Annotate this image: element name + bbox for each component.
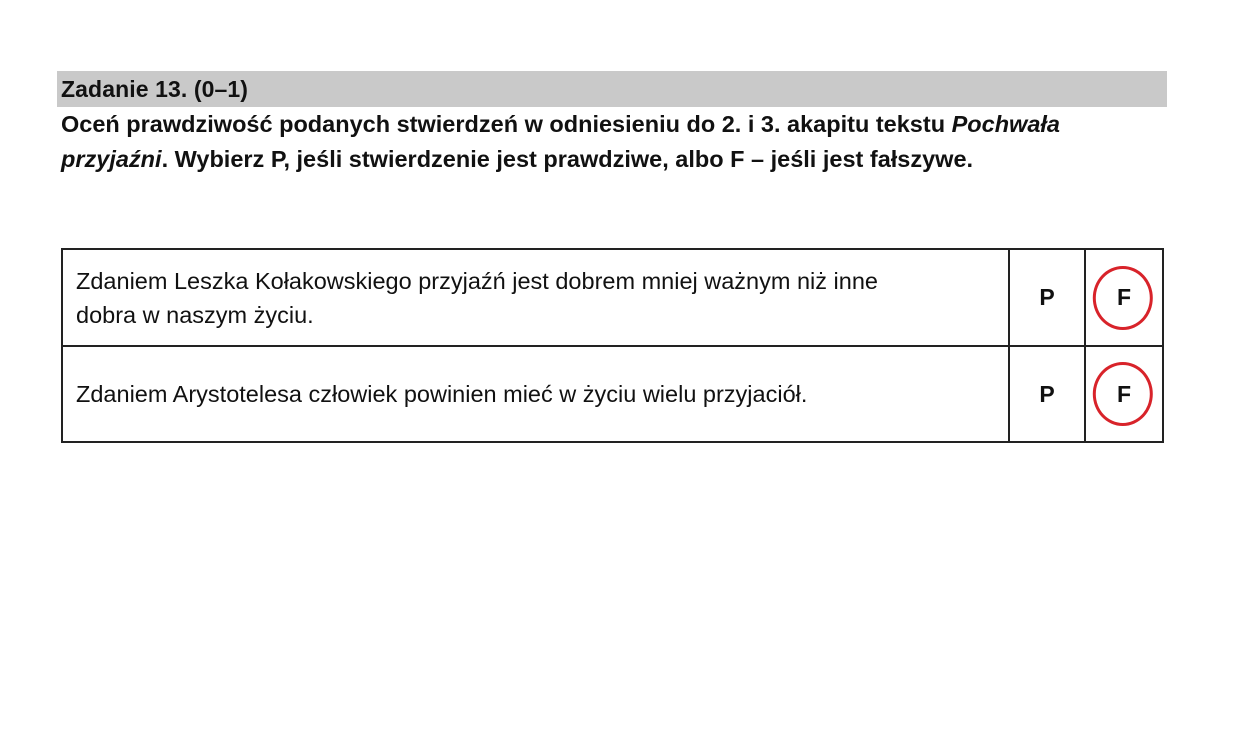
statements-table (61, 248, 1164, 443)
statement-text: Zdaniem Leszka Kołakowskiego przyjaźń jest dobrem mniej ważnym niż inne dobra w naszym życiu. (76, 267, 878, 328)
option-f-label: F (1116, 284, 1132, 310)
task-header (57, 71, 1167, 107)
instruction-text-part1: Oceń prawdziwość podanych stwierdzeń w odniesieniu do 2. i 3. akapitu tekstu (61, 111, 952, 137)
option-p-cell[interactable] (1009, 346, 1085, 442)
statement-row (62, 249, 1163, 346)
task-title: Zadanie 13. (0–1) (61, 75, 249, 102)
statement-text-cell (62, 249, 1009, 346)
statement-row (62, 346, 1163, 442)
statement-text-cell (62, 346, 1009, 442)
instruction-text-part2: . Wybierz P, jeśli stwierdzenie jest prawdziwe, albo F – jeśli jest fałszywe. (161, 146, 974, 172)
option-p-cell[interactable] (1009, 249, 1085, 346)
instruction-text-title: Pochwała przyjaźni (61, 111, 1060, 172)
task-instruction (61, 107, 1141, 177)
option-f-cell[interactable] (1085, 346, 1163, 442)
option-f-cell[interactable] (1085, 249, 1163, 346)
selection-circle-icon (1093, 362, 1153, 426)
option-f-label: F (1116, 380, 1132, 407)
option-p-label: P (1039, 284, 1055, 310)
selection-circle-icon (1093, 266, 1153, 330)
option-p-label: P (1039, 380, 1055, 407)
statement-text: Zdaniem Arystotelesa człowiek powinien mieć w życiu wielu przyjaciół. (76, 381, 808, 407)
